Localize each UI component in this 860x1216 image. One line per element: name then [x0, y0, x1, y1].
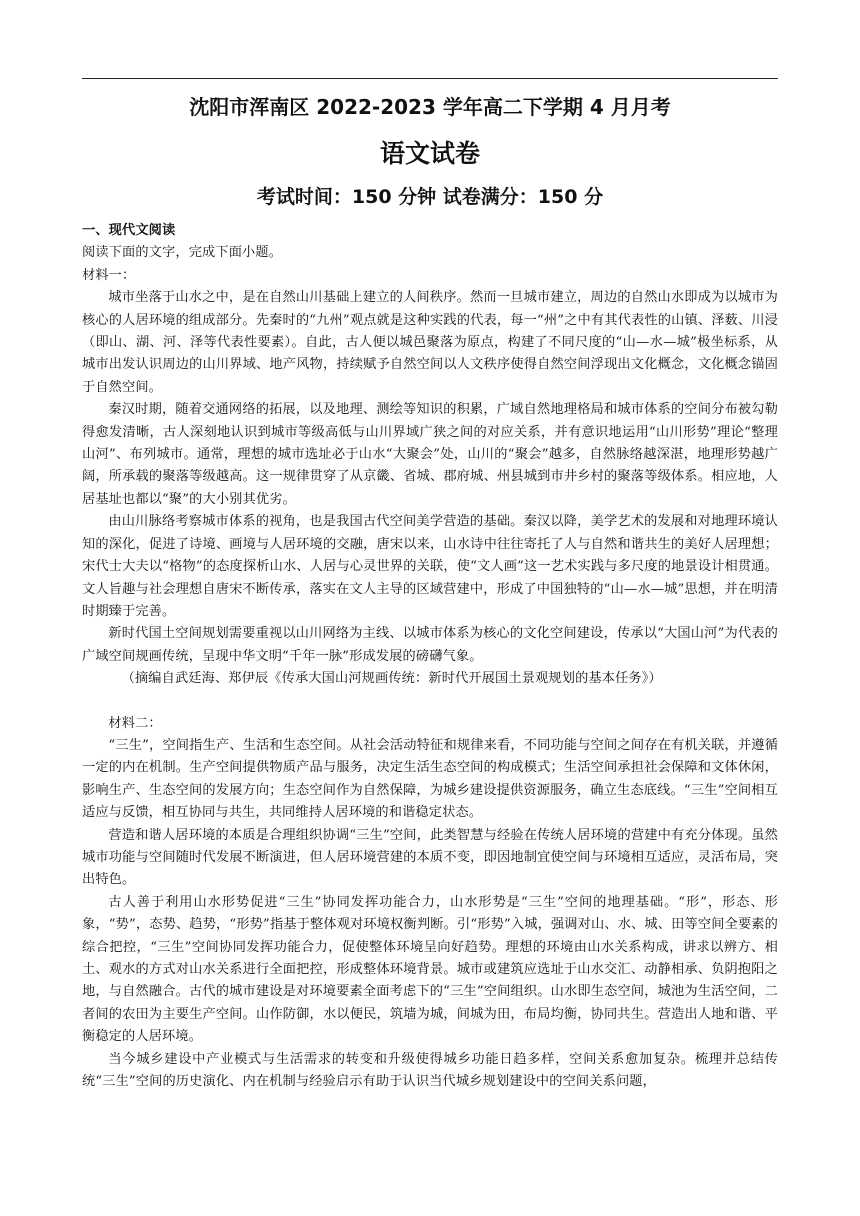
material1-paragraph: 新时代国土空间规划需要重视以山川网络为主线、以城市体系为核心的文化空间建设，传承以“大国山河”为代表的广域空间规画传统，呈现中华文明“千年一脉”形成发展的磅礴气象。	[82, 626, 778, 664]
exam-info: 考试时间：150 分钟 试卷满分：150 分	[256, 186, 604, 208]
material1-label: 材料一：	[82, 267, 136, 283]
material2-paragraph: 当今城乡建设中产业模式与生活需求的转变和升级使得城乡功能日趋多样，空间关系愈加复杂。梳理并总结传统“三生”空间的历史演化、内在机制与经验启示有助于认识当代城乡规划建设中的空间关系问题，	[82, 1051, 778, 1090]
material2-paragraph: 营造和谐人居环境的本质是合理组织协调“三生”空间，此类智慧与经验在传统人居环境的营建中有充分体现。虽然城市功能与空间随时代发展不断演进，但人居环境营建的本质不变，即因地制宜使空间与环境相互适应，灵活布局，突出特色。	[82, 827, 778, 888]
subject-title: 语文试卷	[379, 139, 480, 168]
material1-source: （摘编自武廷海、郑伊辰《传承大国山河规画传统：新时代开展国土景观规划的基本任务》）	[121, 671, 662, 687]
instruction-text: 阅读下面的文字，完成下面小题。	[82, 245, 283, 261]
material2-paragraph: 古人善于利用山水形势促进“三生”协同发挥功能合力，山水形势是“三生”空间的地理基础。“形”，形态、形象，“势”，态势、趋势，“形势”指基于整体观对环境权衡判断。引“形势”入城，强调对山、水、城、田等空间全要素的综合把控，“三生”空间协同发挥功能合力，促使整体环境呈向好趋势。理想的环境由山水关系构成，讲求以辨方、相土、观水的方式对山水关系进行全面把控，形成整体环境背景。城市或建筑应选址于山水交汇、动静相承、负阴抱阳之地，与自然融合。古代的城市建设是对环境要素全面考虑下的“三生”空间组织。山水即生态空间，城池为生活空间，二者间的农田为主要生产空间。山作防御，水以便民，筑墙为城，间城为田，布局均衡，协同共生。营造出人地和谐、平衡稳定的人居环境。	[82, 894, 778, 1045]
spacer	[82, 691, 778, 713]
material1-paragraph: 秦汉时期，随着交通网络的拓展，以及地理、测绘等知识的积累，广域自然地理格局和城市体系的空间分布被勾勒得愈发清晰，古人深刻地认识到城市等级高低与山川界域广狭之间的对应关系，并有意识地运用“山川形势”理论“整理山河”、布列城市。通常，理想的城市选址必于山水“大聚会”处，山川的“聚会”越多，自然脉络越深湛，地理形势越广阔，所承载的聚落等级越高。这一规律贯穿了从京畿、省城、郡府城、州县城到市井乡村的聚落等级体系。相应地，人居基址也都以“聚”的大小别其优劣。	[82, 402, 778, 507]
reading-section	[82, 220, 778, 1093]
exam-title: 沈阳市浑南区 2022-2023 学年高二下学期 4 月月考	[189, 95, 671, 119]
material1-paragraph: 城市坐落于山水之中，是在自然山川基础上建立的人间秩序。然而一旦城市建立，周边的自然山水即成为以城市为核心的人居环境的组成部分。先秦时的“九州”观点就是这种实践的代表，每一“州”之中有其代表性的山镇、泽薮、川浸（即山、湖、河、泽等代表性要素）。自此，古人便以城邑聚落为原点，构建了不同尺度的“山—水—城”极坐标系，从城市出发认识周边的山川界域、地产风物，持续赋予自然空间以人文秩序使得自然空间浮现出文化概念，文化概念锚固于自然空间。	[82, 290, 778, 395]
header-rule	[82, 78, 778, 79]
material2-paragraph: “三生”，空间指生产、生活和生态空间。从社会活动特征和规律来看，不同功能与空间之间存在有机关联，并遵循一定的内在机制。生产空间提供物质产品与服务，决定生活生态空间的构成模式；生活空间承担社会保障和文体休闲，影响生产、生态空间的发展方向；生态空间作为自然保障，为城乡建设提供资源服务，确立生态底线。“三生”空间相互适应与反馈，相互协同与共生，共同维持人居环境的和谐稳定状态。	[82, 737, 778, 821]
material2-label: 材料二：	[108, 715, 162, 731]
section-heading: 一、现代文阅读	[82, 223, 176, 238]
material1-paragraph: 由山川脉络考察城市体系的视角，也是我国古代空间美学营造的基础。秦汉以降，美学艺术的发展和对地理环境认知的深化，促进了诗境、画境与人居环境的交融，唐宋以来，山水诗中往往寄托了人与自然和谐共生的美好人居理想；宋代士大夫以“格物”的态度探析山水、人居与心灵世界的关联，使“文人画”这一艺术实践与多尺度的地景设计相贯通。文人旨趣与社会理想自唐宋不断传承，落实在文人主导的区域营建中，形成了中国独特的“山—水—城”思想，并在明清时期臻于完善。	[82, 514, 778, 619]
